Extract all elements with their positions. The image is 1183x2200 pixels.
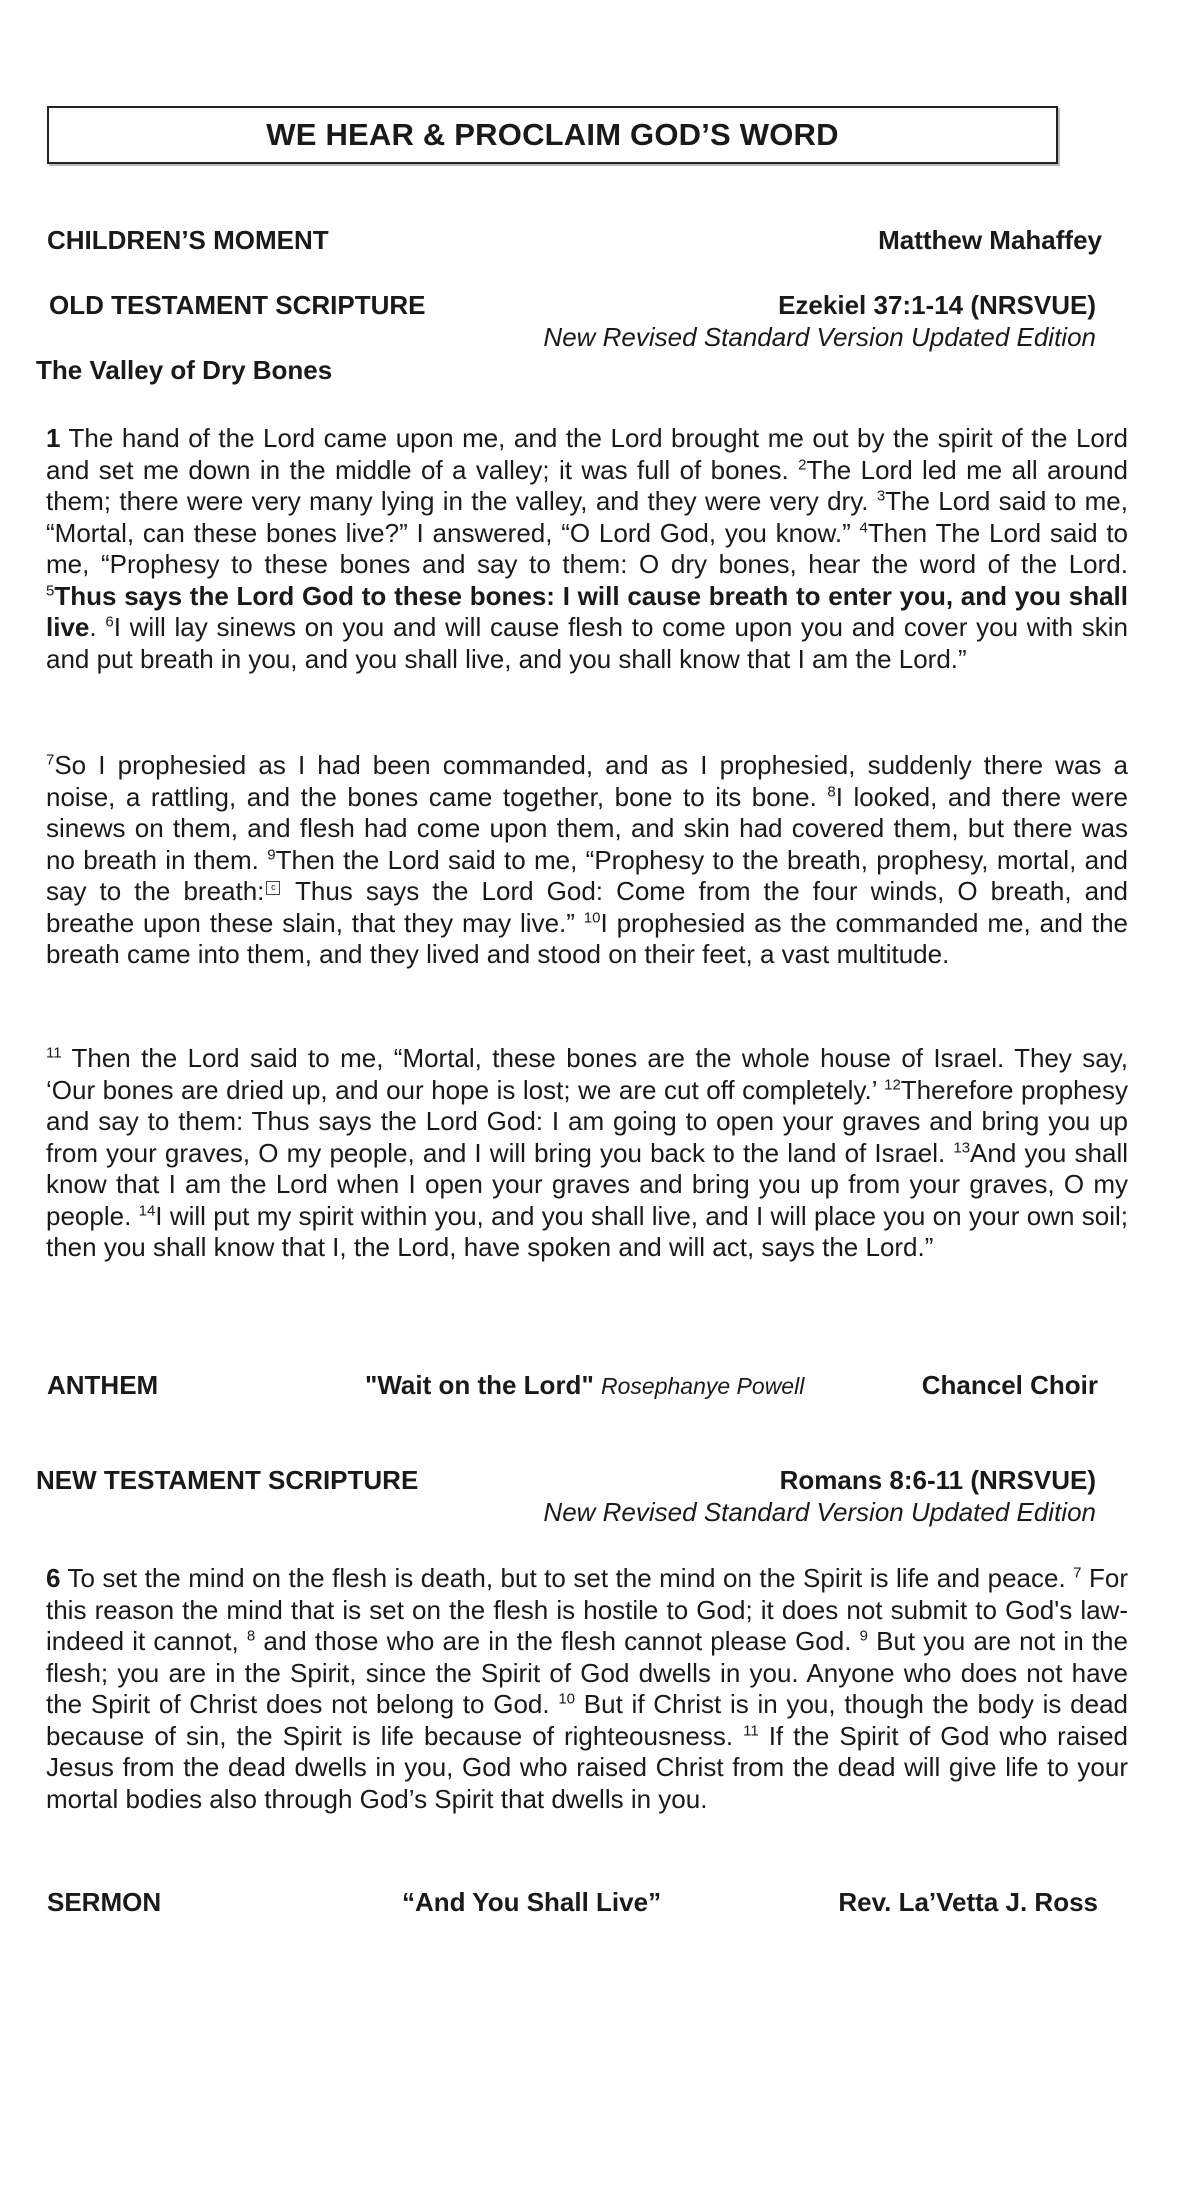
verse-text: Then The Lord said to me, “Prophesy to these bones and say to them: O dry bones, hear the word of the Lord.	[46, 517, 1129, 579]
ot-paragraph-3	[46, 1043, 1128, 1264]
verse-number: 10	[583, 908, 601, 926]
verse-text: The hand of the Lord came upon me, and the Lord brought me out by the spirit of the Lord and set me down in the middle of a valley; it was full of bones.	[46, 423, 1128, 485]
sermon-label: SERMON	[47, 1887, 162, 1917]
ot-paragraph-1	[46, 423, 1128, 675]
verse-number: 8	[827, 782, 836, 800]
verse-number: 4	[859, 518, 868, 536]
anthem-title-line	[365, 1370, 804, 1401]
verse-text: Therefore prophesy and say to them: Thus says the Lord God: I am going to open your graves and bring you up from your graves, O my people, and I will bring you back to the land of Israel.	[46, 1074, 1129, 1168]
new-testament-reference: Romans 8:6-11 (NRSVUE)	[779, 1465, 1096, 1495]
verse-text: Then the Lord said to me, “Mortal, these bones are the whole house of Israel. They say, ‘Our bones are dried up, and our hope is lost; we are cut off completely.’	[46, 1043, 1128, 1105]
verse-text-bold: Thus says the Lord God to these bones: I will cause breath to enter you, and you shall live	[46, 580, 1128, 642]
verse-number: 6	[105, 613, 114, 631]
ot-paragraph-2	[46, 750, 1128, 971]
new-testament-label: NEW TESTAMENT SCRIPTURE	[36, 1465, 419, 1495]
footnote-icon[interactable]: c	[266, 881, 280, 895]
verse-text: .	[89, 612, 106, 642]
old-testament-reference: Ezekiel 37:1-14 (NRSVUE)	[778, 290, 1096, 320]
childrens-moment-leader: Matthew Mahaffey	[878, 225, 1102, 255]
verse-number: 11	[743, 1721, 759, 1739]
verse-text: If the Spirit of God who raised Jesus from the dead dwells in you, God who raised Christ from the dead will give life to your mortal bodies also through God’s Spirit that dwells in you.	[46, 1720, 1128, 1814]
verse-number: 13	[953, 1138, 971, 1156]
verse-text: I will lay sinews on you and will cause flesh to come upon you and cover you with skin and put breath in you, and you shall live, and you shall know that I am the Lord.”	[46, 612, 1128, 674]
passage-heading: The Valley of Dry Bones	[36, 355, 333, 385]
verse-number: 8	[246, 1627, 256, 1645]
verse-text: So I prophesied as I had been commanded, and as I prophesied, suddenly there was a noise, a rattling, and the bones came together, bone to its bone.	[46, 750, 1128, 812]
verse-text: and those who are in the flesh cannot please God.	[255, 1626, 860, 1656]
old-testament-version: New Revised Standard Version Updated Edition	[543, 322, 1096, 352]
verse-text: The Lord led me all around them; there were very many lying in the valley, and they were very dry.	[46, 454, 1128, 516]
verse-number: 12	[884, 1075, 901, 1093]
anthem-composer: Rosephanye Powell	[601, 1373, 805, 1399]
verse-number: 5	[46, 581, 55, 599]
sermon-title: “And You Shall Live”	[402, 1887, 662, 1917]
anthem-title: "Wait on the Lord"	[365, 1370, 594, 1400]
verse-text: I prophesied as the commanded me, and the breath came into them, and they lived and stood on their feet, a vast multitude.	[46, 907, 1128, 969]
anthem-label: ANTHEM	[47, 1370, 159, 1400]
verse-text: But you are not in the flesh; you are in the Spirit, since the Spirit of God dwells in you. Anyone who does not have the Spirit of Christ does not belong to God.	[46, 1626, 1128, 1719]
verse-text: I looked, and there were sinews on them, and flesh had come upon them, and skin had covered them, but there was no breath in them.	[46, 781, 1128, 875]
verse-text: I will put my spirit within you, and you shall live, and I will place you on your own soil; then you shall know that I, the Lord, have spoken and will act, says the Lord.”	[46, 1200, 1128, 1262]
childrens-moment-label: CHILDREN’S MOMENT	[47, 225, 329, 255]
verse-text: Then the Lord said to me, “Prophesy to the breath, prophesy, mortal, and say to the breath:	[46, 844, 1128, 906]
verse-text: To set the mind on the flesh is death, but to set the mind on the Spirit is life and peace.	[60, 1563, 1074, 1593]
old-testament-label: OLD TESTAMENT SCRIPTURE	[49, 290, 426, 320]
verse-text: Thus says the Lord God: Come from the four winds, O breath, and breathe upon these slain, that they may live.”	[46, 876, 1129, 938]
verse-text: But if Christ is in you, though the body is dead because of sin, the Spirit is life because of righteousness.	[46, 1689, 1128, 1751]
verse-number: 2	[798, 455, 807, 473]
verse-number: 10	[558, 1690, 576, 1708]
sermon-preacher: Rev. La’Vetta J. Ross	[838, 1887, 1098, 1917]
verse-number: 1	[46, 423, 61, 453]
verse-number: 11	[46, 1044, 62, 1062]
verse-number: 14	[138, 1201, 156, 1219]
verse-number: 6	[46, 1563, 61, 1593]
new-testament-version: New Revised Standard Version Updated Edition	[543, 1497, 1096, 1527]
page-title: WE HEAR & PROCLAIM GOD’S WORD	[47, 106, 1058, 164]
verse-number: 9	[267, 845, 276, 863]
nt-paragraph-1	[46, 1563, 1128, 1815]
verse-number: 7	[1073, 1564, 1082, 1582]
verse-number: 9	[859, 1627, 868, 1645]
verse-number: 3	[876, 487, 886, 505]
verse-text: The Lord said to me, “Mortal, can these bones live?” I answered, “O Lord God, you know.”	[46, 486, 1128, 548]
verse-text: For this reason the mind that is set on the flesh is hostile to God; it does not submit to God's law-indeed it cannot,	[46, 1563, 1128, 1656]
verse-text: And you shall know that I am the Lord when I open your graves and bring you up from your graves, O my people.	[46, 1137, 1128, 1231]
anthem-performer: Chancel Choir	[921, 1370, 1098, 1400]
verse-number: 7	[46, 751, 55, 769]
